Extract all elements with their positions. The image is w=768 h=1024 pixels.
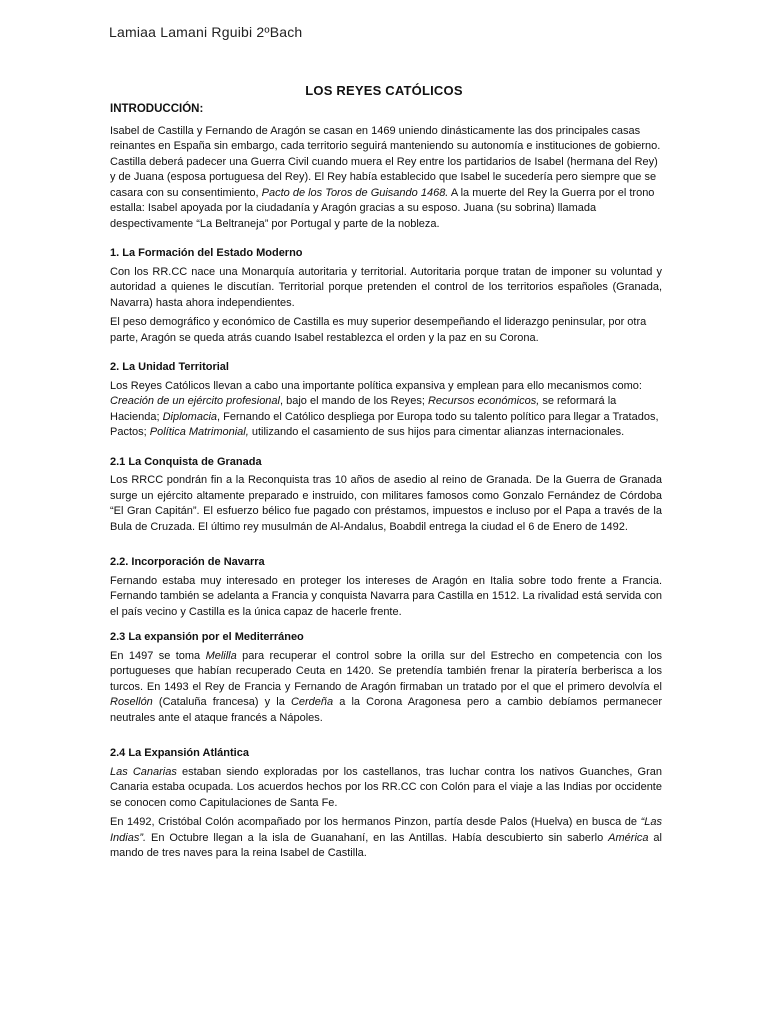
- section-2-paragraph: [110, 379, 662, 441]
- s2-emphasis-4: Política Matrimonial,: [149, 426, 249, 438]
- s2-emphasis-1: Creación de un ejército profesional: [110, 395, 280, 407]
- s2-text-3: se reformará la Hacienda;: [110, 395, 617, 423]
- intro-paragraph: [110, 124, 662, 233]
- section-heading-2-4: 2.4 La Expansión Atlántica: [110, 747, 249, 759]
- s2-text-5: utilizando el casamiento de sus hijos para cimentar alianzas internacionales.: [248, 426, 625, 438]
- s2-emphasis-2: Recursos económicos,: [427, 395, 540, 407]
- s24-text-3: En Octubre llegan a la isla de Guanahaní, en las Antillas. Había descubierto sin saberlo: [146, 831, 609, 844]
- section-2-2-paragraph: Fernando estaba muy interesado en proteger los intereses de Aragón en Italia sobre todo frente a Francia. Fernando también se adelanta a Francia y conquista Navarra para Castilla en 1512. La rivalidad está servida con el país vecino y Castilla es la única capaz de hacerle frente.: [110, 574, 662, 618]
- section-2-4-paragraph-2: [110, 815, 662, 862]
- section-heading-2: 2. La Unidad Territorial: [110, 361, 229, 373]
- section-1-paragraph-2: El peso demográfico y económico de Castilla es muy superior desempeñando el liderazgo peninsular, por otra parte, Aragón se queda atrás cuando Isabel restablezca el orden y la paz en su Corona.: [110, 316, 647, 344]
- intro-heading: INTRODUCCIÓN:: [110, 103, 204, 115]
- section-2-3-paragraph: [110, 649, 662, 727]
- intro-text-2: A la muerte del Rey la Guerra por el trono estalla: Isabel apoyada por la ciudadanía y Aragón gracias a su esposo. Juana (su sobrina) llamada despectivamente “La Beltraneja” por Portugal y parte de la nobleza.: [110, 186, 655, 230]
- s23-emphasis-2: Rosellón: [110, 696, 153, 708]
- section-heading-2-1: 2.1 La Conquista de Granada: [110, 455, 262, 468]
- s24-emphasis-2: “Las Indias”.: [110, 816, 662, 844]
- intro-text-1: Isabel de Castilla y Fernando de Aragón se casan en 1469 uniendo dinásticamente las dos principales casas reinantes en España sin embargo, cada territorio seguirá manteniendo su autonomía e instituciones de gobierno. Castilla deberá padecer una Guerra Civil cuando muera el Rey entre los partidarios de Isabel (hermana del Rey) y de Juana (esposa portuguesa del Rey). El Rey había establecido que Isabel le sucedería pero siempre que se casara con su consentimiento,: [110, 124, 661, 199]
- s2-text-1: Los Reyes Católicos llevan a cabo una importante política expansiva y emplean para ello mecanismos como:: [110, 379, 642, 392]
- s2-text-2: , bajo el mando de los Reyes;: [280, 395, 428, 407]
- section-heading-2-3: 2.3 La expansión por el Mediterráneo: [110, 631, 304, 643]
- s23-emphasis-3: Cerdeña: [290, 696, 334, 708]
- s23-text-1: En 1497 se toma: [110, 649, 206, 662]
- s24-text-1: estaban siendo exploradas por los castellanos, tras luchar contra los nativos Guanches, Gran Canaria estaba ocupada. Los acuerdos hechos por los RR.CC con Colón para el viaje a las Indias por occidente se conocen como Capitulaciones de Santa Fe.: [110, 765, 662, 809]
- section-1-paragraph-1: Con los RR.CC nace una Monarquía autoritaria y territorial. Autoritaria porque tratan de imponer su voluntad y autoridad a quienes le discutían. Territorial porque pretenden el control de los territorios españoles (Granada, Navarra) hasta ahora independientes.: [110, 265, 662, 309]
- document-body: [110, 102, 662, 862]
- s2-text-4: , Fernando el Católico despliega por Europa todo su talento político para llegar a Tratados, Pactos;: [110, 410, 659, 438]
- section-heading-2-2: 2.2. Incorporación de Navarra: [110, 556, 265, 568]
- section-2-4-paragraph-1: [110, 765, 662, 812]
- section-heading-1: 1. La Formación del Estado Moderno: [110, 247, 303, 259]
- section-2-1-paragraph: Los RRCC pondrán fin a la Reconquista tras 10 años de asedio al reino de Granada. De la Guerra de Granada surge un ejército altamente preparado e instruido, con militares famosos como Gonzalo Fernández de Córdoba “El Gran Capitán”. El esfuerzo bélico fue pagado con préstamos, impuestos e incluso por el Papa a través de la Bula de Cruzada. El último rey musulmán de Al-Andalus, Boabdil entrega la ciudad el 6 de Enero de 1492.: [110, 474, 662, 533]
- s24-text-4: al mando de tres naves para la reina Isabel de Castilla.: [110, 831, 662, 859]
- s23-text-4: a la Corona Aragonesa pero a cambio debíamos permanecer neutrales ante el ataque francés a Nápoles.: [110, 696, 663, 724]
- s24-text-2: En 1492, Cristóbal Colón acompañado por los hermanos Pinzon, partía desde Palos (Huelva) en busca de: [110, 816, 641, 828]
- document-title: LOS REYES CATÓLICOS: [305, 83, 463, 98]
- s24-emphasis-3: América: [608, 831, 649, 844]
- s2-emphasis-3: Diplomacia: [162, 410, 218, 423]
- intro-emphasis: Pacto de los Toros de Guisando 1468.: [261, 186, 449, 199]
- s23-emphasis-1: Melilla: [205, 649, 237, 662]
- author-name: Lamiaa Lamani Rguibi 2ºBach: [109, 24, 303, 40]
- s23-text-3: (Cataluña francesa) y la: [152, 696, 291, 708]
- s24-emphasis-1: Las Canarias: [110, 765, 177, 778]
- s23-text-2: para recuperar el control sobre la orilla sur del Estrecho en competencia con los portugueses que habían recuperado Ceuta en 1420. Se pretendía también frenar la piratería berberisca a los turcos. En 1493 el Rey de Francia y Fernando de Aragón firmaban un tratado por el que el primero devolvía el: [110, 649, 662, 693]
